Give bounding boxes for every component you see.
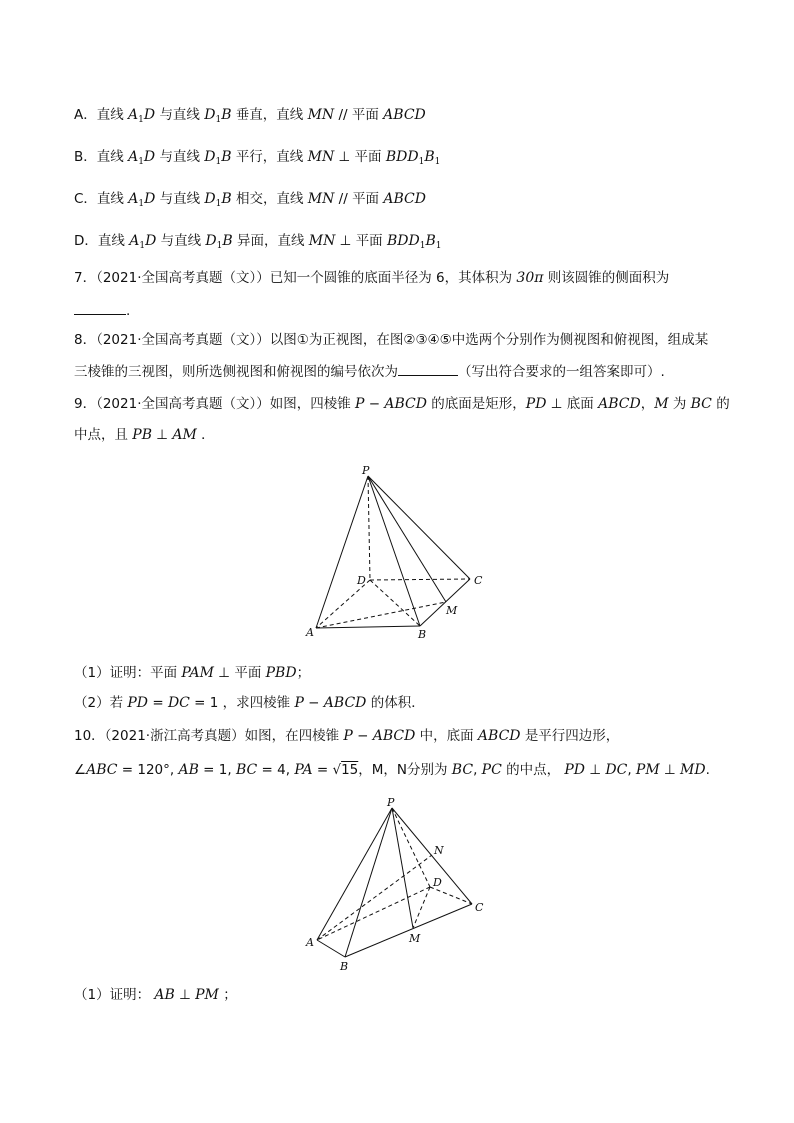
option-c: C．直线 $A_1D$ 与直线 $D_1B$ 相交，直线 MN // 平面 ABCD bbox=[74, 191, 426, 209]
question-8-line1: 8．（2021·全国高考真题（文））以图①为正视图，在图②③④⑤中选两个分别作为侧视图和俯视图，组成某 bbox=[74, 332, 709, 348]
question-10-line2: ∠ABC = 120°, AB = 1, BC = 4, PA = √15，M，N分别为 BC, PC 的中点， PD ⊥ DC, PM ⊥ MD. bbox=[74, 762, 710, 778]
pyramid-figure-2 bbox=[300, 790, 500, 975]
vertex-label-d: D bbox=[357, 574, 366, 587]
question-10-line1: 10．（2021·浙江高考真题）如图，在四棱锥 P − ABCD 中，底面 ABCD 是平行四边形， bbox=[74, 728, 620, 744]
vertex-label-p: P bbox=[362, 464, 370, 477]
question-8-line2: 三棱锥的三视图，则所选侧视图和俯视图的编号依次为 （写出符合要求的一组答案即可）. bbox=[74, 361, 665, 382]
question-10-part1: （1）证明： AB ⊥ PM ； bbox=[74, 987, 237, 1003]
answer-blank bbox=[398, 361, 458, 376]
vertex-label-d: D bbox=[433, 876, 442, 889]
question-7-answer-blank: . bbox=[74, 300, 130, 321]
option-a: A．直线 $A_1D$ 与直线 $D_1B$ 垂直，直线 MN // 平面 ABCD bbox=[74, 107, 426, 125]
option-b: B．直线 $A_1D$ 与直线 $D_1B$ 平行，直线 MN ⊥ 平面 $BDD_1B_1$ bbox=[74, 149, 441, 167]
question-9-part2: （2）若 PD = DC = 1 ，求四棱锥 P − ABCD 的体积． bbox=[74, 695, 425, 711]
question-7: 7．（2021·全国高考真题（文））已知一个圆锥的底面半径为 6，其体积为 30π 则该圆锥的侧面积为 bbox=[74, 270, 670, 286]
vertex-label-c: C bbox=[474, 574, 483, 587]
vertex-label-p: P bbox=[387, 796, 395, 809]
option-d: D．直线 $A_1D$ 与直线 $D_1B$ 异面，直线 MN ⊥ 平面 $BDD_1B_1$ bbox=[74, 233, 442, 251]
vertex-label-m: M bbox=[409, 932, 421, 945]
vertex-label-c: C bbox=[475, 901, 484, 914]
vertex-label-a: A bbox=[306, 626, 314, 639]
pyramid-figure-1 bbox=[300, 460, 500, 645]
vertex-label-m: M bbox=[446, 604, 458, 617]
vertex-label-b: B bbox=[418, 628, 427, 641]
question-9-line2: 中点，且 PB ⊥ AM ． bbox=[74, 427, 215, 443]
vertex-label-b: B bbox=[340, 960, 349, 973]
question-9-part1: （1）证明：平面 PAM ⊥ 平面 PBD； bbox=[74, 665, 311, 681]
question-9-line1: 9．（2021·全国高考真题（文））如图，四棱锥 P − ABCD 的底面是矩形，PD ⊥ 底面 ABCD，M 为 BC 的 bbox=[74, 396, 730, 412]
vertex-label-a: A bbox=[306, 936, 314, 949]
vertex-label-n: N bbox=[434, 844, 444, 857]
